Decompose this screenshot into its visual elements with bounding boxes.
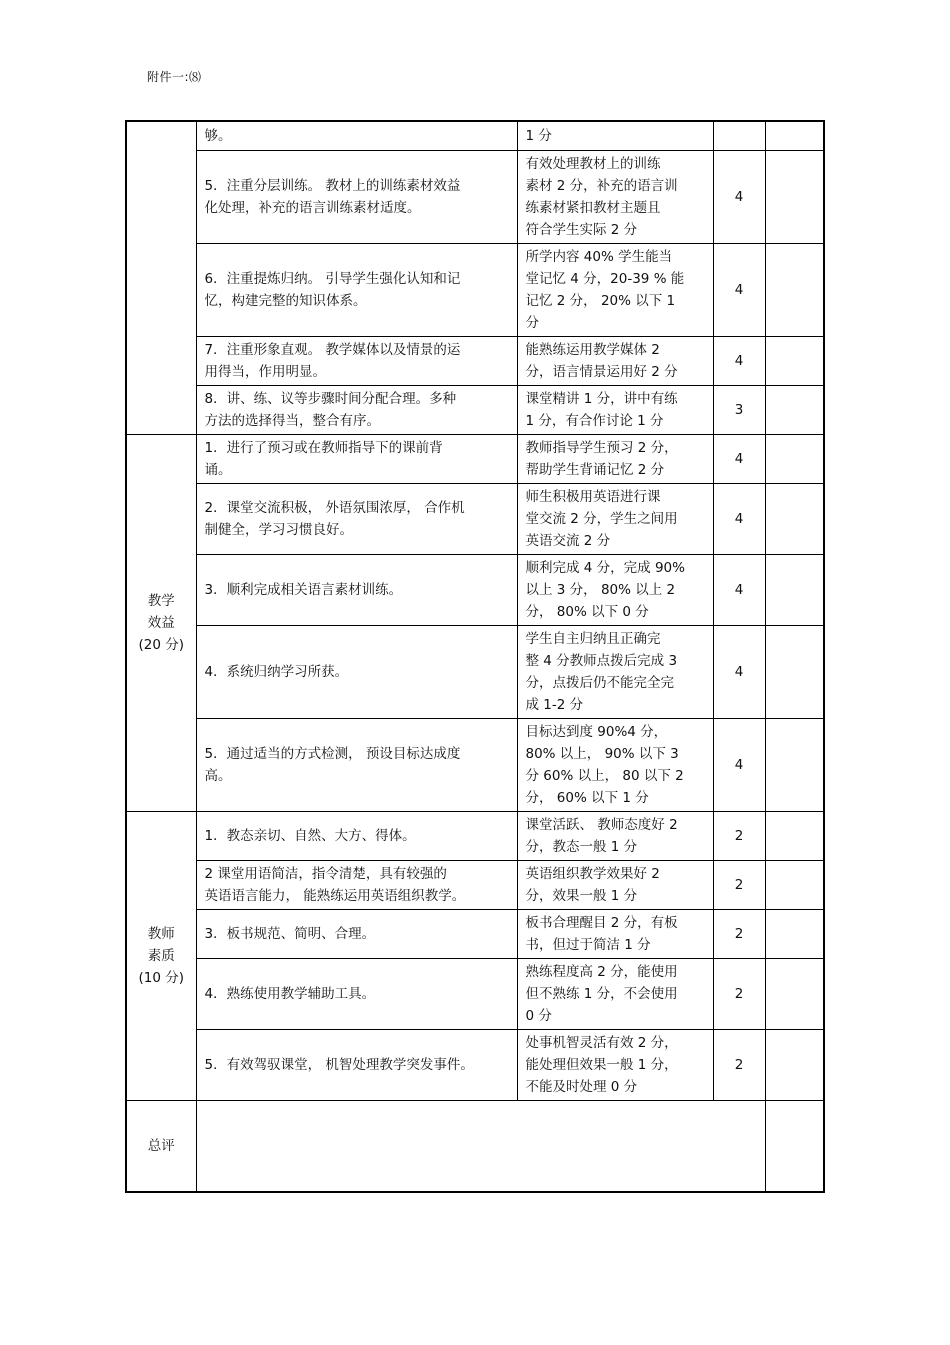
attachment-label: 附件一:⑻	[147, 70, 202, 84]
score-cell: 2	[713, 860, 765, 909]
rating-cell[interactable]	[765, 336, 824, 385]
criterion-cell: 3．顺利完成相关语言素材训练。	[196, 554, 517, 625]
category-label: 教师 素质 (10 分)	[138, 925, 184, 986]
summary-input-area[interactable]	[196, 1100, 765, 1192]
table-row	[126, 625, 824, 718]
score-cell: 4	[713, 336, 765, 385]
score-cell	[713, 121, 765, 150]
table-row	[126, 434, 824, 483]
category-cell	[126, 121, 196, 434]
table-row	[126, 483, 824, 554]
summary-row	[126, 1100, 824, 1192]
criterion-cell: 7．注重形象直观。 教学媒体以及情景的运 用得当，作用明显。	[196, 336, 517, 385]
table-row	[126, 1029, 824, 1100]
table-row	[126, 958, 824, 1029]
rating-cell[interactable]	[765, 434, 824, 483]
rating-cell[interactable]	[765, 958, 824, 1029]
table-row	[126, 909, 824, 958]
table-row	[126, 121, 824, 150]
score-cell: 2	[713, 1029, 765, 1100]
criterion-cell: 2 课堂用语简洁，指令清楚，具有较强的 英语语言能力， 能熟练运用英语组织教学。	[196, 860, 517, 909]
criterion-cell: 4．系统归纳学习所获。	[196, 625, 517, 718]
rating-cell[interactable]	[765, 909, 824, 958]
category-label: 教学 效益 (20 分)	[138, 592, 184, 653]
standard-cell: 板书合理醒目 2 分，有板 书，但过于简洁 1 分	[517, 909, 713, 958]
category-cell	[126, 811, 196, 1100]
score-cell: 2	[713, 811, 765, 860]
criterion-cell: 5．注重分层训练。 教材上的训练素材效益 化处理，补充的语言训练素材适度。	[196, 150, 517, 243]
standard-cell: 所学内容 40% 学生能当 堂记忆 4 分，20-39 % 能 记忆 2 分， 20% 以下 1 分	[517, 243, 713, 336]
table-row	[126, 860, 824, 909]
rating-cell[interactable]	[765, 243, 824, 336]
criterion-cell: 够。	[196, 121, 517, 150]
evaluation-table	[125, 120, 825, 1193]
score-cell: 3	[713, 385, 765, 434]
standard-cell: 教师指导学生预习 2 分， 帮助学生背诵记忆 2 分	[517, 434, 713, 483]
standard-cell: 处事机智灵活有效 2 分， 能处理但效果一般 1 分， 不能及时处理 0 分	[517, 1029, 713, 1100]
criterion-cell: 8．讲、练、议等步骤时间分配合理。多种 方法的选择得当，整合有序。	[196, 385, 517, 434]
score-cell: 4	[713, 625, 765, 718]
table-row	[126, 811, 824, 860]
score-cell: 4	[713, 150, 765, 243]
rating-cell[interactable]	[765, 385, 824, 434]
rating-cell[interactable]	[765, 483, 824, 554]
criterion-cell: 6．注重提炼归纳。 引导学生强化认知和记 忆，构建完整的知识体系。	[196, 243, 517, 336]
standard-cell: 师生积极用英语进行课 堂交流 2 分，学生之间用 英语交流 2 分	[517, 483, 713, 554]
standard-cell: 课堂活跃、 教师态度好 2 分，教态一般 1 分	[517, 811, 713, 860]
summary-label: 总评	[126, 1100, 196, 1192]
rating-cell[interactable]	[765, 718, 824, 811]
standard-cell: 课堂精讲 1 分，讲中有练 1 分，有合作讨论 1 分	[517, 385, 713, 434]
table-row	[126, 385, 824, 434]
table-row	[126, 243, 824, 336]
rating-cell[interactable]	[765, 1029, 824, 1100]
criterion-cell: 3．板书规范、简明、合理。	[196, 909, 517, 958]
standard-cell: 顺利完成 4 分，完成 90% 以上 3 分， 80% 以上 2 分， 80% 以下 0 分	[517, 554, 713, 625]
standard-cell: 能熟练运用教学媒体 2 分，语言情景运用好 2 分	[517, 336, 713, 385]
score-cell: 2	[713, 909, 765, 958]
criterion-cell: 2．课堂交流积极， 外语氛围浓厚， 合作机 制健全，学习习惯良好。	[196, 483, 517, 554]
rating-cell[interactable]	[765, 860, 824, 909]
standard-cell: 学生自主归纳且正确完 整 4 分教师点拨后完成 3 分，点拨后仍不能完全完 成 1-2 分	[517, 625, 713, 718]
table-row	[126, 336, 824, 385]
summary-rating-cell[interactable]	[765, 1100, 824, 1192]
standard-cell: 熟练程度高 2 分，能使用 但不熟练 1 分，不会使用 0 分	[517, 958, 713, 1029]
score-cell: 4	[713, 718, 765, 811]
criterion-cell: 5．通过适当的方式检测， 预设目标达成度 高。	[196, 718, 517, 811]
criterion-cell: 4．熟练使用教学辅助工具。	[196, 958, 517, 1029]
criterion-cell: 1．教态亲切、自然、大方、得体。	[196, 811, 517, 860]
score-cell: 4	[713, 243, 765, 336]
rating-cell[interactable]	[765, 121, 824, 150]
score-cell: 4	[713, 434, 765, 483]
standard-cell: 有效处理教材上的训练 素材 2 分，补充的语言训 练素材紧扣教材主题且 符合学生实际 2 分	[517, 150, 713, 243]
category-cell	[126, 434, 196, 811]
criterion-cell: 1．进行了预习或在教师指导下的课前背 诵。	[196, 434, 517, 483]
criterion-cell: 5．有效驾驭课堂， 机智处理教学突发事件。	[196, 1029, 517, 1100]
score-cell: 2	[713, 958, 765, 1029]
standard-cell: 目标达到度 90%4 分， 80% 以上， 90% 以下 3 分 60% 以上， 80 以下 2 分， 60% 以下 1 分	[517, 718, 713, 811]
rating-cell[interactable]	[765, 150, 824, 243]
score-cell: 4	[713, 483, 765, 554]
rating-cell[interactable]	[765, 811, 824, 860]
rating-cell[interactable]	[765, 554, 824, 625]
table-row	[126, 150, 824, 243]
score-cell: 4	[713, 554, 765, 625]
table-row	[126, 718, 824, 811]
standard-cell: 1 分	[517, 121, 713, 150]
rating-cell[interactable]	[765, 625, 824, 718]
standard-cell: 英语组织教学效果好 2 分，效果一般 1 分	[517, 860, 713, 909]
table-row	[126, 554, 824, 625]
